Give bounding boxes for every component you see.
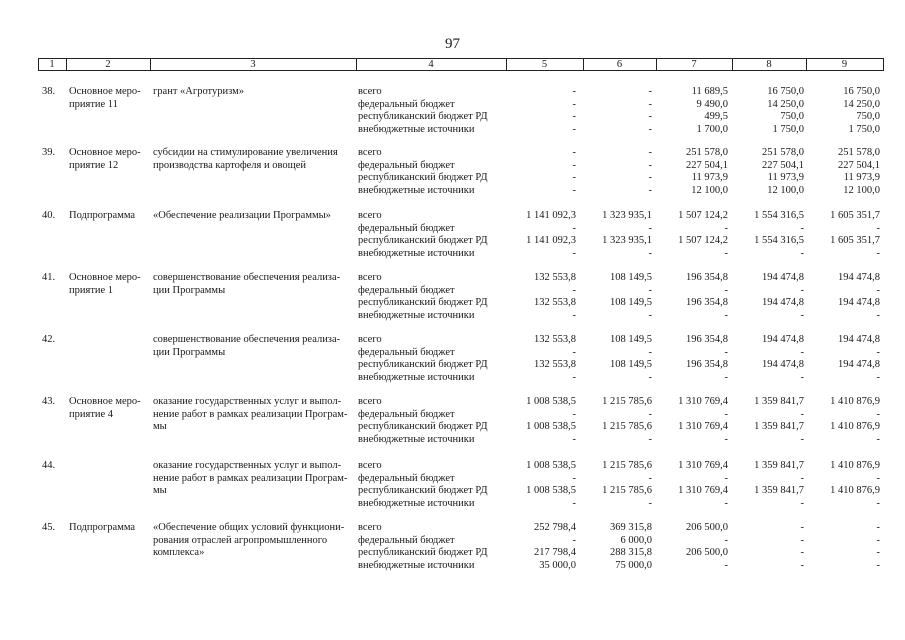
amount-value: 194 474,8 <box>838 334 880 345</box>
amount-value: - <box>724 534 728 546</box>
column-divider <box>883 58 884 71</box>
amount-value: 75 000,0 <box>615 559 652 571</box>
amount-value: - <box>876 222 880 234</box>
funding-source-label: всего <box>358 272 382 283</box>
amount-value: - <box>572 247 576 259</box>
amount-value: - <box>724 497 728 509</box>
item-name-line: нение работ в рамках реализации Програм- <box>153 472 348 484</box>
amount-value: 196 354,8 <box>686 272 728 283</box>
item-type-line: Основное меро- <box>69 396 141 407</box>
funding-source-label: республиканский бюджет РД <box>358 172 488 184</box>
item-type-line: приятие 12 <box>69 159 119 171</box>
amount-value: - <box>648 309 652 321</box>
amount-value: - <box>800 433 804 445</box>
amount-value: 194 474,8 <box>838 297 880 309</box>
item-name-line: комплекса» <box>153 547 205 559</box>
amount-value: - <box>572 433 576 445</box>
item-type-line: Основное меро- <box>69 147 141 158</box>
amount-value: 194 474,8 <box>762 297 804 309</box>
funding-source-label: федеральный бюджет <box>358 222 455 234</box>
amount-value: 14 250,0 <box>767 98 804 110</box>
amount-value: 206 500,0 <box>686 547 728 559</box>
item-type <box>69 396 141 421</box>
amount-value: - <box>800 559 804 571</box>
amount-value: 1 605 351,7 <box>830 210 880 221</box>
item-name-line: «Обеспечение реализации Программы» <box>153 210 331 221</box>
amount-value: 750,0 <box>856 111 880 123</box>
amount-value: - <box>876 547 880 559</box>
row-number: 43. <box>42 396 56 407</box>
item-name-line: нение работ в рамках реализации Програм- <box>153 408 348 420</box>
amount-value: 1 554 316,5 <box>754 235 804 247</box>
amount-value: 194 474,8 <box>838 272 880 283</box>
item-name-line: совершенствование обеспечения реализа- <box>153 272 341 283</box>
amount-value: - <box>572 98 576 110</box>
amount-value: 196 354,8 <box>686 359 728 371</box>
funding-source-label: республиканский бюджет РД <box>358 421 488 433</box>
amount-value: - <box>648 472 652 484</box>
funding-source-label: республиканский бюджет РД <box>358 297 488 309</box>
amount-value: - <box>876 472 880 484</box>
amount-value: - <box>572 371 576 383</box>
amount-value: - <box>876 371 880 383</box>
amount-value: - <box>648 86 652 97</box>
amount-value: 1 215 785,6 <box>602 421 652 433</box>
funding-source-label: республиканский бюджет РД <box>358 359 488 371</box>
amount-value: - <box>876 497 880 509</box>
item-type-line: приятие 11 <box>69 98 118 110</box>
amount-value: 227 504,1 <box>838 159 880 171</box>
amount-value: 1 310 769,4 <box>678 485 728 497</box>
amount-value: - <box>724 433 728 445</box>
item-name-line: «Обеспечение общих условий функциони- <box>153 522 345 533</box>
amount-value: 227 504,1 <box>762 159 804 171</box>
row-number: 41. <box>42 272 56 283</box>
amount-value: - <box>648 497 652 509</box>
row-number: 40. <box>42 210 56 221</box>
amount-value: 132 553,8 <box>534 359 576 371</box>
row-number: 38. <box>42 86 56 97</box>
funding-source-label: всего <box>358 334 382 345</box>
amount-value: - <box>800 522 804 533</box>
amount-value: - <box>648 172 652 184</box>
column-number: 9 <box>841 59 848 70</box>
funding-source-label: внебюджетные источники <box>358 559 475 571</box>
row-number: 45. <box>42 522 56 533</box>
amount-value: - <box>648 371 652 383</box>
row-number: 44. <box>42 460 56 471</box>
funding-sources <box>358 86 488 136</box>
amount-value: - <box>724 346 728 358</box>
item-name-line: оказание государственных услуг и выпол- <box>153 396 342 407</box>
amount-value: - <box>800 472 804 484</box>
amount-value: 132 553,8 <box>534 297 576 309</box>
item-name-line: ции Программы <box>153 346 226 358</box>
amount-value: 1 141 092,3 <box>526 210 576 221</box>
item-name-line: ции Программы <box>153 284 226 296</box>
amount-value: 35 000,0 <box>539 559 576 571</box>
amount-value: 1 141 092,3 <box>526 235 576 247</box>
amount-value: - <box>876 559 880 571</box>
amount-value: - <box>800 309 804 321</box>
amount-value: 252 798,4 <box>534 522 576 533</box>
amount-value: - <box>648 284 652 296</box>
funding-sources <box>358 210 488 260</box>
amount-value: 108 149,5 <box>610 272 652 283</box>
amount-value: - <box>572 172 576 184</box>
funding-source-label: внебюджетные источники <box>358 247 475 259</box>
amount-value: 1 215 785,6 <box>602 460 652 471</box>
amount-value: - <box>648 147 652 158</box>
amount-value: 1 359 841,7 <box>754 485 804 497</box>
row-number: 42. <box>42 334 56 345</box>
item-name <box>153 210 356 223</box>
amount-value: 1 554 316,5 <box>754 210 804 221</box>
amount-value: - <box>800 547 804 559</box>
funding-source-label: всего <box>358 522 382 533</box>
amount-value: 251 578,0 <box>762 147 804 158</box>
amount-value: - <box>572 222 576 234</box>
funding-source-label: всего <box>358 147 382 158</box>
column-number: 7 <box>691 59 697 70</box>
amount-value: - <box>876 309 880 321</box>
funding-source-label: внебюджетные источники <box>358 184 475 196</box>
amount-value: - <box>572 184 576 196</box>
funding-sources <box>358 334 488 384</box>
amount-value: 108 149,5 <box>610 334 652 345</box>
amount-value: - <box>648 123 652 135</box>
amount-value: 132 553,8 <box>534 334 576 345</box>
amount-value: 11 973,9 <box>767 172 804 184</box>
amount-value: - <box>572 159 576 171</box>
amount-value: 1 008 538,5 <box>526 396 576 407</box>
amount-value: - <box>648 111 652 123</box>
amount-value: 11 689,5 <box>691 86 728 97</box>
amount-value: 1 310 769,4 <box>678 421 728 433</box>
amount-value: 227 504,1 <box>686 159 728 171</box>
funding-source-label: всего <box>358 396 382 407</box>
funding-sources <box>358 522 488 572</box>
amount-value: 194 474,8 <box>762 334 804 345</box>
amount-value: 1 507 124,2 <box>678 210 728 221</box>
funding-source-label: федеральный бюджет <box>358 284 455 296</box>
amount-value: - <box>572 86 576 97</box>
funding-source-label: федеральный бюджет <box>358 408 455 420</box>
funding-source-label: внебюджетные источники <box>358 371 475 383</box>
amount-value: 11 973,9 <box>691 172 728 184</box>
amount-value: 196 354,8 <box>686 297 728 309</box>
amount-value: - <box>876 534 880 546</box>
amount-value: - <box>572 123 576 135</box>
amount-value: 1 410 876,9 <box>830 485 880 497</box>
item-name-line: мы <box>153 421 167 433</box>
amount-value: 1 410 876,9 <box>830 396 880 407</box>
amount-value: 1 750,0 <box>848 123 880 135</box>
amount-value: - <box>724 408 728 420</box>
amount-value: 1 215 785,6 <box>602 396 652 407</box>
amount-value: - <box>648 184 652 196</box>
amount-value: - <box>876 522 880 533</box>
amount-value: - <box>724 247 728 259</box>
amount-value: - <box>876 408 880 420</box>
amount-value: - <box>648 247 652 259</box>
funding-sources <box>358 147 488 197</box>
amount-value: 108 149,5 <box>610 297 652 309</box>
funding-source-label: федеральный бюджет <box>358 98 455 110</box>
amount-value: - <box>648 433 652 445</box>
item-name-line: субсидии на стимулирование увеличения <box>153 147 338 158</box>
amount-value: 1 359 841,7 <box>754 396 804 407</box>
amount-value: - <box>800 534 804 546</box>
item-name <box>153 396 356 434</box>
amount-value: - <box>572 111 576 123</box>
item-name <box>153 147 356 172</box>
amount-value: - <box>724 472 728 484</box>
column-number: 4 <box>428 59 434 70</box>
funding-sources <box>358 396 488 446</box>
funding-source-label: республиканский бюджет РД <box>358 235 488 247</box>
item-name-line: совершенствование обеспечения реализа- <box>153 334 341 345</box>
funding-source-label: республиканский бюджет РД <box>358 485 488 497</box>
amount-value: - <box>800 497 804 509</box>
amount-value: - <box>876 433 880 445</box>
amount-value: 499,5 <box>704 111 728 123</box>
amount-value: 1 750,0 <box>772 123 804 135</box>
item-name <box>153 86 356 99</box>
amount-value: 369 315,8 <box>610 522 652 533</box>
amount-value: 1 359 841,7 <box>754 421 804 433</box>
item-type-line: Основное меро- <box>69 86 141 97</box>
item-type <box>69 522 135 535</box>
item-type-line: приятие 1 <box>69 284 114 296</box>
amount-value: - <box>572 408 576 420</box>
amount-value: - <box>800 284 804 296</box>
amount-value: - <box>648 159 652 171</box>
amount-value: 1 410 876,9 <box>830 421 880 433</box>
funding-source-label: федеральный бюджет <box>358 159 455 171</box>
amount-value: - <box>876 284 880 296</box>
funding-source-label: республиканский бюджет РД <box>358 111 488 123</box>
column-number-header <box>38 58 883 71</box>
item-name <box>153 460 356 498</box>
amount-value: 1 605 351,7 <box>830 235 880 247</box>
amount-value: 11 973,9 <box>843 172 880 184</box>
amount-value: 196 354,8 <box>686 334 728 345</box>
amount-value: 12 100,0 <box>843 184 880 196</box>
amount-value: 1 008 538,5 <box>526 485 576 497</box>
amount-value: - <box>800 222 804 234</box>
amount-value: - <box>572 284 576 296</box>
item-type <box>69 86 141 111</box>
funding-sources <box>358 460 488 510</box>
item-name <box>153 272 356 297</box>
amount-value: 6 000,0 <box>620 534 652 546</box>
amount-value: - <box>572 534 576 546</box>
amount-value: 12 100,0 <box>767 184 804 196</box>
amount-value: - <box>724 222 728 234</box>
item-name-line: мы <box>153 485 167 497</box>
amount-value: 1 008 538,5 <box>526 460 576 471</box>
amount-value: - <box>648 98 652 110</box>
amount-value: 1 310 769,4 <box>678 460 728 471</box>
amount-value: 108 149,5 <box>610 359 652 371</box>
amount-value: 1 410 876,9 <box>830 460 880 471</box>
funding-source-label: федеральный бюджет <box>358 472 455 484</box>
item-name-line: грант «Агротуризм» <box>153 86 245 97</box>
funding-source-label: республиканский бюджет РД <box>358 547 488 559</box>
amount-value: 194 474,8 <box>762 272 804 283</box>
amount-value: 1 323 935,1 <box>602 210 652 221</box>
item-name-line: производства картофеля и овощей <box>153 159 306 171</box>
funding-source-label: внебюджетные источники <box>358 497 475 509</box>
amount-value: 750,0 <box>780 111 804 123</box>
amount-value: 1 359 841,7 <box>754 460 804 471</box>
amount-value: 132 553,8 <box>534 272 576 283</box>
amount-value: - <box>724 559 728 571</box>
amount-value: 1 008 538,5 <box>526 421 576 433</box>
amount-value: - <box>800 247 804 259</box>
amount-value: - <box>724 284 728 296</box>
amount-value: - <box>572 472 576 484</box>
amount-value: 206 500,0 <box>686 522 728 533</box>
item-type-line: Подпрограмма <box>69 522 136 533</box>
item-name <box>153 522 356 560</box>
column-number: 3 <box>250 59 256 70</box>
item-name-line: оказание государственных услуг и выпол- <box>153 460 342 471</box>
amount-value: 194 474,8 <box>762 359 804 371</box>
funding-source-label: всего <box>358 210 382 221</box>
amount-value: 251 578,0 <box>838 147 880 158</box>
amount-value: - <box>648 222 652 234</box>
funding-source-label: всего <box>358 86 382 97</box>
item-type-line: приятие 4 <box>69 408 114 420</box>
item-name-line: рования отраслей агропромышленного <box>153 534 328 546</box>
column-number: 2 <box>105 59 111 70</box>
page-number: 97 <box>445 36 460 52</box>
amount-value: 1 310 769,4 <box>678 396 728 407</box>
item-type-line: Основное меро- <box>69 272 141 283</box>
amount-value: - <box>800 371 804 383</box>
amount-value: 16 750,0 <box>767 86 804 97</box>
amount-value: 288 315,8 <box>610 547 652 559</box>
item-type-line: Подпрограмма <box>69 210 136 221</box>
amount-value: - <box>876 247 880 259</box>
funding-source-label: всего <box>358 460 382 471</box>
amount-value: 14 250,0 <box>843 98 880 110</box>
amount-value: 1 507 124,2 <box>678 235 728 247</box>
row-number: 39. <box>42 147 56 158</box>
amount-value: 12 100,0 <box>691 184 728 196</box>
amount-value: 1 215 785,6 <box>602 485 652 497</box>
amount-value: 251 578,0 <box>686 147 728 158</box>
funding-source-label: внебюджетные источники <box>358 433 475 445</box>
funding-source-label: федеральный бюджет <box>358 346 455 358</box>
funding-source-label: внебюджетные источники <box>358 309 475 321</box>
item-type <box>69 272 141 297</box>
amount-value: - <box>572 497 576 509</box>
amount-value: - <box>724 371 728 383</box>
amount-value: - <box>800 346 804 358</box>
item-type <box>69 147 141 172</box>
funding-source-label: внебюджетные источники <box>358 123 475 135</box>
amount-value: 1 700,0 <box>696 123 728 135</box>
funding-source-label: федеральный бюджет <box>358 534 455 546</box>
item-name <box>153 334 356 359</box>
column-number: 5 <box>541 59 548 70</box>
amount-value: 194 474,8 <box>838 359 880 371</box>
amount-value: 16 750,0 <box>843 86 880 97</box>
amount-value: - <box>648 408 652 420</box>
amount-value: - <box>800 408 804 420</box>
funding-sources <box>358 272 488 322</box>
amount-value: 1 323 935,1 <box>602 235 652 247</box>
amount-value: - <box>648 346 652 358</box>
column-number: 6 <box>616 59 623 70</box>
amount-value: 217 798,4 <box>534 547 576 559</box>
amount-value: - <box>724 309 728 321</box>
amount-value: - <box>572 309 576 321</box>
column-number: 1 <box>49 59 55 70</box>
amount-value: - <box>876 346 880 358</box>
column-number: 8 <box>766 59 772 70</box>
amount-value: - <box>572 346 576 358</box>
amount-value: 9 490,0 <box>696 98 728 110</box>
item-type <box>69 210 135 223</box>
amount-value: - <box>572 147 576 158</box>
